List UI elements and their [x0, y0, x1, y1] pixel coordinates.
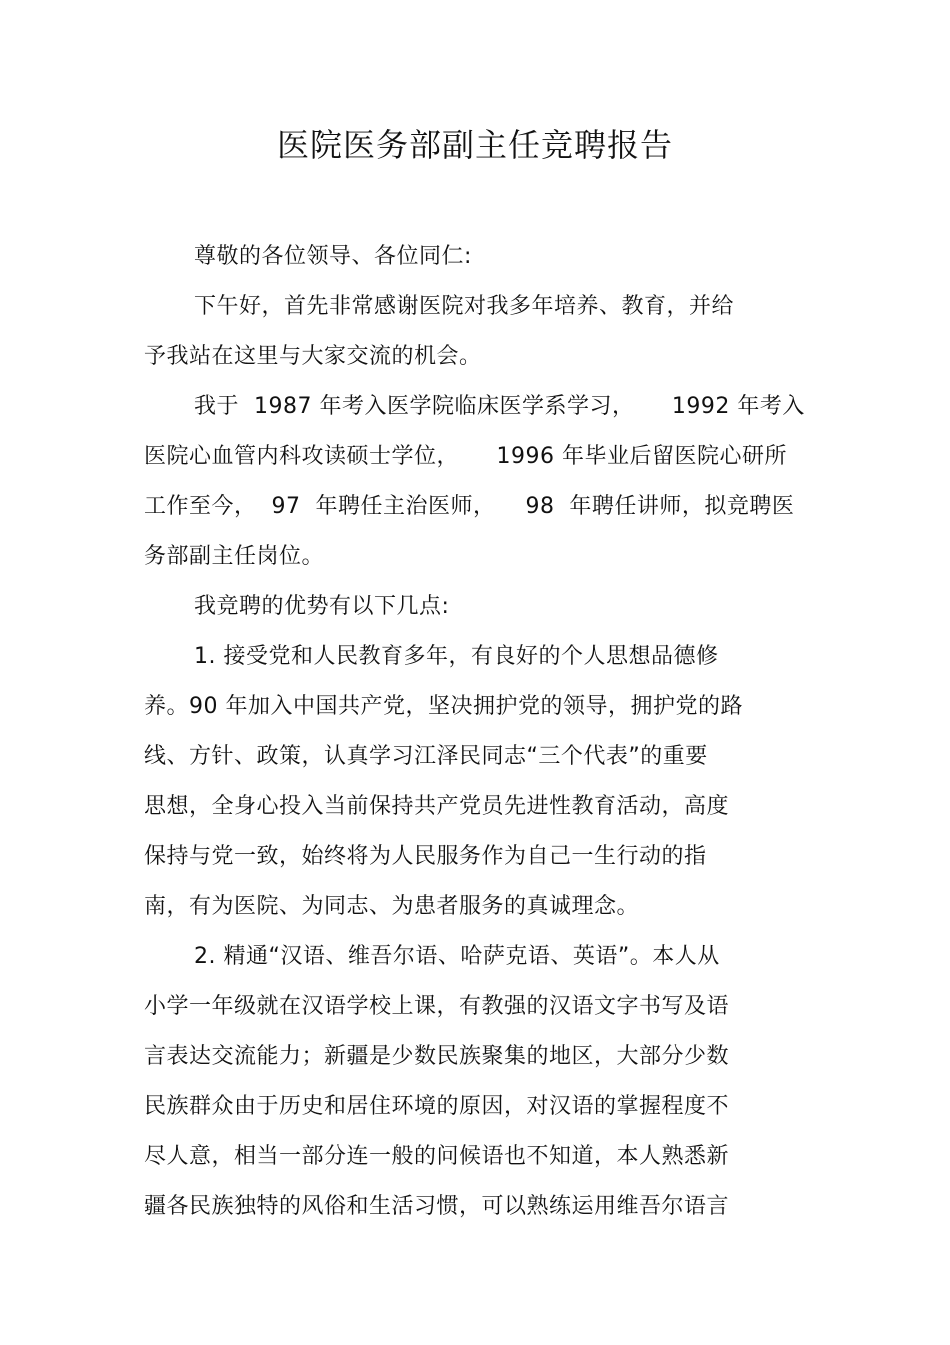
- paragraph-line: 我于 1987 年考入医学院临床医学系学习， 1992 年考入: [194, 394, 805, 419]
- paragraph-line: 线、方针、政策，认真学习江泽民同志“三个代表”的重要: [144, 744, 708, 769]
- paragraph-line: 下午好，首先非常感谢医院对我多年培养、教育，并给: [194, 294, 735, 319]
- paragraph-line: 予我站在这里与大家交流的机会。: [144, 344, 482, 369]
- paragraph-line: 言表达交流能力；新疆是少数民族聚集的地区，大部分少数: [144, 1044, 730, 1069]
- paragraph-line: 尽人意，相当一部分连一般的问候语也不知道，本人熟悉新: [144, 1144, 730, 1169]
- paragraph-line: 我竞聘的优势有以下几点:: [194, 594, 450, 619]
- paragraph-line: 保持与党一致，始终将为人民服务作为自己一生行动的指: [144, 844, 707, 869]
- document-title: 医院医务部副主任竞聘报告: [276, 126, 673, 164]
- paragraph-line: 思想，全身心投入当前保持共产党员先进性教育活动，高度: [144, 794, 730, 819]
- salutation-line: 尊敬的各位领导、各位同仁:: [194, 244, 472, 269]
- paragraph-line: 养。90 年加入中国共产党，坚决拥护党的领导，拥护党的路: [144, 694, 743, 719]
- paragraph-line: 南，有为医院、为同志、为患者服务的真诚理念。: [144, 894, 640, 919]
- paragraph-line: 疆各民族独特的风俗和生活习惯，可以熟练运用维吾尔语言: [144, 1194, 730, 1219]
- list-item-line: 1. 接受党和人民教育多年，有良好的个人思想品德修: [194, 644, 719, 669]
- paragraph-line: 务部副主任岗位。: [144, 544, 325, 569]
- paragraph-line: 民族群众由于历史和居住环境的原因，对汉语的掌握程度不: [144, 1094, 730, 1119]
- list-item-line: 2. 精通“汉语、维吾尔语、哈萨克语、英语”。本人从: [194, 944, 720, 969]
- paragraph-line: 工作至今， 97 年聘任主治医师， 98 年聘任讲师，拟竞聘医: [144, 494, 795, 519]
- paragraph-line: 小学一年级就在汉语学校上课，有教强的汉语文字书写及语: [144, 994, 730, 1019]
- paragraph-line: 医院心血管内科攻读硕士学位， 1996 年毕业后留医院心研所: [144, 444, 787, 469]
